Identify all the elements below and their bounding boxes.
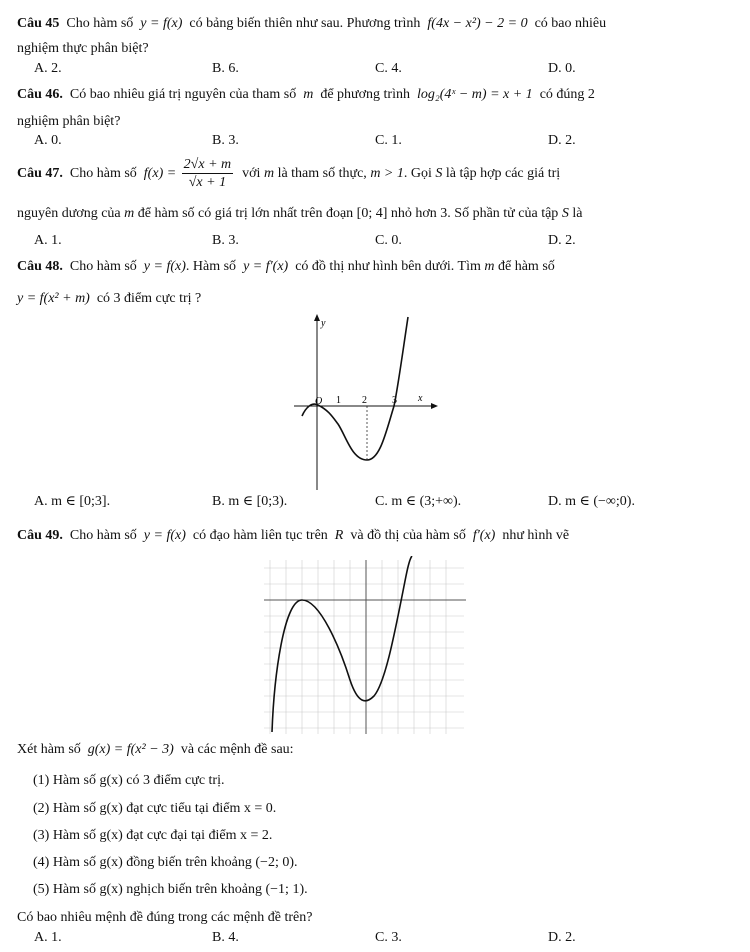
q48-param: m — [484, 259, 495, 274]
q49-statement-4: (4) Hàm số g(x) đồng biến trên khoảng (−2; 0). — [33, 855, 298, 870]
q48-text-line2: có 3 điểm cực trị ? — [96, 291, 202, 306]
q47-param: m — [263, 166, 275, 181]
q46-text-b: để phương trình — [320, 87, 410, 102]
q49-func: y = f(x) — [143, 528, 186, 543]
q46-option-b[interactable]: B. 3. — [212, 133, 239, 148]
q49-text-a: Cho hàm số — [69, 528, 137, 543]
q48-func2: y = f(x² + m) — [17, 291, 90, 306]
q47-numerator: 2√x + m — [183, 157, 232, 173]
q48-option-d[interactable]: D. m ∈ (−∞;0). — [548, 494, 635, 509]
q48-option-c[interactable]: C. m ∈ (3;+∞). — [375, 494, 462, 509]
q46-param: m — [303, 87, 314, 102]
q48-line1 — [17, 258, 555, 276]
q47-fraction — [182, 156, 233, 191]
q49-gfunc: g(x) = f(x² − 3) — [87, 742, 174, 757]
q46-text-line2: nghiệm phân biệt? — [17, 114, 121, 129]
q49-option-c[interactable]: C. 3. — [375, 930, 402, 945]
q48-tick-1: 1 — [336, 395, 341, 406]
q48-y-arrow — [314, 314, 320, 321]
q46-text-a: Có bao nhiêu giá trị nguyên của tham số — [69, 87, 297, 102]
q45-func: y = f(x) — [140, 16, 183, 31]
q47-option-c[interactable]: C. 0. — [375, 233, 402, 248]
q46-label: Câu 46. — [17, 87, 63, 102]
q49-text-c: và đồ thị của hàm số — [350, 528, 466, 543]
q49-statement-1: (1) Hàm số g(x) có 3 điểm cực trị. — [33, 773, 225, 788]
q49-text-d: như hình vẽ — [502, 528, 570, 543]
q45-equation: f(4x − x²) − 2 = 0 — [427, 16, 528, 31]
q46-line1 — [17, 86, 595, 104]
q48-text-c: có đồ thị như hình bên dưới. Tìm — [295, 259, 481, 274]
q45-label: Câu 45 — [17, 16, 60, 31]
q47-text-b2: là tham số thực, — [277, 166, 367, 181]
q47-cond: m > 1 — [370, 166, 404, 181]
q48-origin-label: O — [315, 396, 323, 407]
q48-derivative-graph — [290, 312, 440, 492]
q47-denominator: √x + 1 — [188, 175, 227, 191]
q47-interval: [0; 4] — [356, 206, 388, 221]
q48-deriv: y = f′(x) — [243, 259, 289, 274]
q47-param-2: m — [124, 206, 135, 221]
q45-text-a: Cho hàm số — [66, 16, 134, 31]
q45-option-c[interactable]: C. 4. — [375, 61, 402, 76]
q46-equation: log₂(4ˣ − m) = x + 1 — [416, 87, 533, 102]
q47-text-line2d: là — [572, 206, 583, 221]
q49-text-b: có đạo hàm liên tục trên — [192, 528, 328, 543]
q47-line1 — [17, 156, 560, 192]
q48-curve — [302, 317, 408, 460]
q47-label: Câu 47. — [17, 166, 63, 181]
q47-text-line2: nguyên dương của — [17, 206, 121, 221]
q48-func: y = f(x) — [143, 259, 186, 274]
q49-consider: Xét hàm số — [17, 742, 81, 757]
q47-text-a: Cho hàm số — [69, 166, 137, 181]
q45-text-c: có bao nhiêu — [534, 16, 607, 31]
q48-y-label: y — [321, 318, 326, 329]
q47-text-b: với — [242, 166, 261, 181]
q47-option-d[interactable]: D. 2. — [548, 233, 576, 248]
q49-statement-2: (2) Hàm số g(x) đạt cực tiểu tại điểm x = 0. — [33, 801, 277, 816]
q48-tick-2: 2 — [362, 395, 367, 406]
q45-text-b: có bảng biến thiên như sau. Phương trình — [189, 16, 421, 31]
q49-statement-3: (3) Hàm số g(x) đạt cực đại tại điểm x = 2. — [33, 828, 273, 843]
q46-text-c: có đúng 2 — [539, 87, 595, 102]
q49-grid — [264, 560, 464, 734]
q49-consider-b: và các mệnh đề sau: — [180, 742, 294, 757]
q49-deriv: f′(x) — [472, 528, 496, 543]
q45-text-line2: nghiệm thực phân biệt? — [17, 41, 149, 56]
q45-option-a[interactable]: A. 2. — [34, 61, 62, 76]
q47-text-line2c: nhỏ hơn 3. Số phần tử của tập — [390, 206, 559, 221]
q48-tick-3: 3 — [392, 395, 397, 406]
q47-func-name: f(x) = — [143, 166, 177, 181]
q49-domain: R — [334, 528, 344, 543]
q47-text-c: . Gọi — [403, 166, 432, 181]
q47-set-name-2: S — [561, 206, 569, 221]
q49-option-d[interactable]: D. 2. — [548, 930, 576, 945]
q46-option-d[interactable]: D. 2. — [548, 133, 576, 148]
q46-option-a[interactable]: A. 0. — [34, 133, 62, 148]
q49-line1 — [17, 527, 569, 545]
q49-label: Câu 49. — [17, 528, 63, 543]
q48-label: Câu 48. — [17, 259, 63, 274]
q47-text-d: là tập hợp các giá trị — [445, 166, 561, 181]
q49-consider-line — [17, 741, 294, 759]
q48-line2 — [17, 290, 201, 308]
q48-option-a[interactable]: A. m ∈ [0;3]. — [34, 494, 111, 509]
q48-text-a: Cho hàm số — [69, 259, 137, 274]
q48-text-d: để hàm số — [498, 259, 555, 274]
q49-derivative-graph — [256, 556, 468, 736]
q46-option-c[interactable]: C. 1. — [375, 133, 402, 148]
q48-option-b[interactable]: B. m ∈ [0;3). — [212, 494, 288, 509]
q47-set-name: S — [435, 166, 443, 181]
q48-x-arrow — [431, 403, 438, 409]
q49-option-b[interactable]: B. 4. — [212, 930, 239, 945]
q49-question: Có bao nhiêu mệnh đề đúng trong các mệnh đề trên? — [17, 910, 313, 925]
q49-statement-5: (5) Hàm số g(x) nghịch biến trên khoảng (−1; 1). — [33, 882, 308, 897]
q47-text-line2b: để hàm số có giá trị lớn nhất trên đoạn — [137, 206, 354, 221]
q45-option-b[interactable]: B. 6. — [212, 61, 239, 76]
q49-option-a[interactable]: A. 1. — [34, 930, 62, 945]
q45-line1 — [17, 15, 606, 33]
q47-option-a[interactable]: A. 1. — [34, 233, 62, 248]
q45-option-d[interactable]: D. 0. — [548, 61, 576, 76]
q47-line2 — [17, 205, 582, 223]
q49-curve — [272, 556, 412, 732]
q48-x-label: x — [418, 393, 423, 404]
q48-text-b: . Hàm số — [185, 259, 237, 274]
q47-option-b[interactable]: B. 3. — [212, 233, 239, 248]
